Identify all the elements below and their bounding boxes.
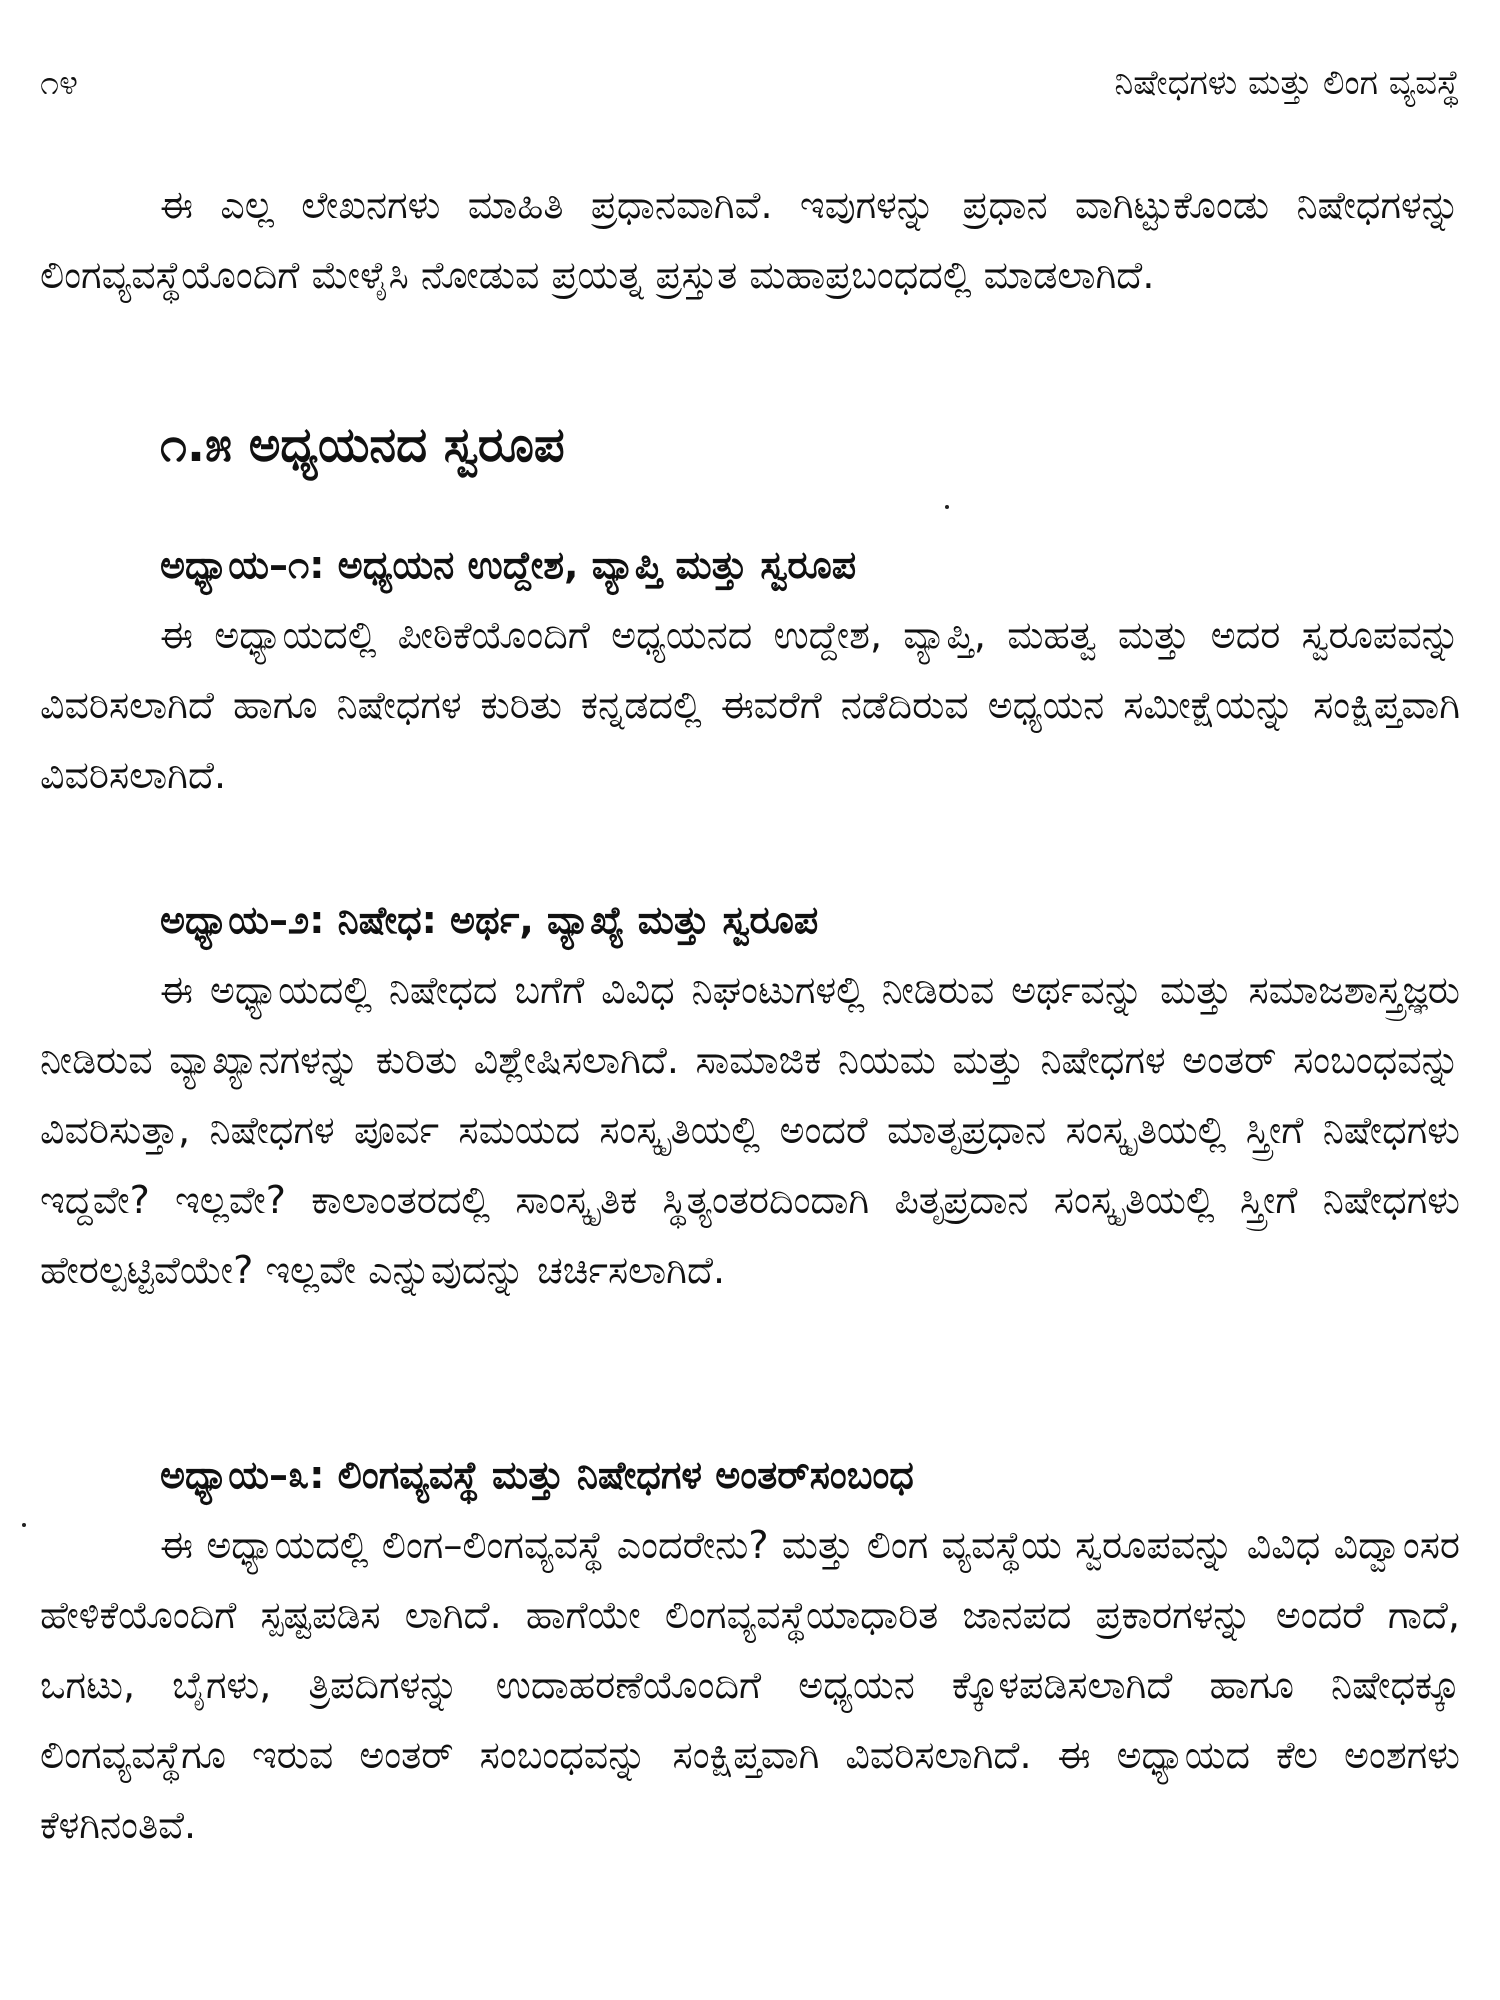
scan-speck — [22, 1523, 26, 1527]
scan-speck — [945, 505, 949, 509]
chapter-text-3: ಈ ಅಧ್ಯಾಯದಲ್ಲಿ ಲಿಂಗ–ಲಿಂಗವ್ಯವಸ್ಥೆ ಎಂದರೇನು? ಮತ್ತು ಲಿಂಗ ವ್ಯವಸ್ಥೆಯ ಸ್ವರೂಪವನ್ನು ವಿವಿಧ ವಿದ್ವಾಂಸರ ಹೇಳಿಕೆಯೊಂದಿಗೆ ಸ್ಪಷ್ಟಪಡಿಸ ಲಾಗಿದೆ. ಹಾಗೆಯೇ ಲಿಂಗವ್ಯವಸ್ಥೆಯಾಧಾರಿತ ಜಾನಪದ ಪ್ರಕಾರಗಳನ್ನು ಅಂದರೆ ಗಾದೆ, ಒಗಟು, ಬೈಗಳು, ತ್ರಿಪದಿಗಳನ್ನು ಉದಾಹರಣೆಯೊಂದಿಗೆ ಅಧ್ಯಯನ ಕ್ಕೊಳಪಡಿಸಲಾಗಿದೆ ಹಾಗೂ ನಿಷೇಧಕ್ಕೂ ಲಿಂಗವ್ಯವಸ್ಥೆಗೂ ಇರುವ ಅಂತರ್ ಸಂಬಂಧವನ್ನು ಸಂಕ್ಷಿಪ್ತವಾಗಿ ವಿವರಿಸಲಾಗಿದೆ. ಈ ಅಧ್ಯಾಯದ ಕೆಲ ಅಂಶಗಳು ಕೆಳಗಿನಂತಿವೆ. — [40, 1523, 1460, 1847]
running-header — [40, 58, 1460, 108]
intro-paragraph: ಈ ಎಲ್ಲ ಲೇಖನಗಳು ಮಾಹಿತಿ ಪ್ರಧಾನವಾಗಿವೆ. ಇವುಗಳನ್ನು ಪ್ರಧಾನ ವಾಗಿಟ್ಟುಕೊಂಡು ನಿಷೇಧಗಳನ್ನು ಲಿಂಗವ್ಯವಸ್ಥೆಯೊಂದಿಗೆ ಮೇಳೈಸಿ ನೋಡುವ ಪ್ರಯತ್ನ ಪ್ರಸ್ತುತ ಮಹಾಪ್ರಬಂಧದಲ್ಲಿ ಮಾಡಲಾಗಿದೆ. — [40, 183, 1460, 297]
chapter-section-1 — [0, 530, 1500, 810]
chapter-section-2 — [0, 885, 1500, 1305]
chapter-section-3 — [0, 1440, 1500, 1860]
chapter-heading-2: ಅಧ್ಯಾಯ–೨: ನಿಷೇಧ: ಅರ್ಥ, ವ್ಯಾಖ್ಯೆ ಮತ್ತು ಸ್ವರೂಪ — [160, 898, 819, 942]
chapter-heading-3: ಅಧ್ಯಾಯ–೩: ಲಿಂಗವ್ಯವಸ್ಥೆ ಮತ್ತು ನಿಷೇಧಗಳ ಅಂತರ್‌ಸಂಬಂಧ — [160, 1453, 914, 1497]
chapter-text-2: ಈ ಅಧ್ಯಾಯದಲ್ಲಿ ನಿಷೇಧದ ಬಗೆಗೆ ವಿವಿಧ ನಿಘಂಟುಗಳಲ್ಲಿ ನೀಡಿರುವ ಅರ್ಥವನ್ನು ಮತ್ತು ಸಮಾಜಶಾಸ್ತ್ರಜ್ಞರು ನೀಡಿರುವ ವ್ಯಾಖ್ಯಾನಗಳನ್ನು ಕುರಿತು ವಿಶ್ಲೇಷಿಸಲಾಗಿದೆ. ಸಾಮಾಜಿಕ ನಿಯಮ ಮತ್ತು ನಿಷೇಧಗಳ ಅಂತರ್ ಸಂಬಂಧವನ್ನು ವಿವರಿಸುತ್ತಾ, ನಿಷೇಧಗಳ ಪೂರ್ವ ಸಮಯದ ಸಂಸ್ಕೃತಿಯಲ್ಲಿ ಅಂದರೆ ಮಾತೃಪ್ರಧಾನ ಸಂಸ್ಕೃತಿಯಲ್ಲಿ ಸ್ತ್ರೀಗೆ ನಿಷೇಧಗಳು ಇದ್ದವೇ? ಇಲ್ಲವೇ? ಕಾಲಾಂತರದಲ್ಲಿ ಸಾಂಸ್ಕೃತಿಕ ಸ್ಥಿತ್ಯಂತರದಿಂದಾಗಿ ಪಿತೃಪ್ರದಾನ ಸಂಸ್ಕೃತಿಯಲ್ಲಿ ಸ್ತ್ರೀಗೆ ನಿಷೇಧಗಳು ಹೇರಲ್ಪಟ್ಟಿವೆಯೇ? ಇಲ್ಲವೇ ಎನ್ನುವುದನ್ನು ಚರ್ಚಿಸಲಾಗಿದೆ. — [40, 968, 1460, 1292]
running-title: ನಿಷೇಧಗಳು ಮತ್ತು ಲಿಂಗ ವ್ಯವಸ್ಥೆ — [1114, 63, 1460, 103]
chapter-heading-1: ಅಧ್ಯಾಯ–೧: ಅಧ್ಯಯನ ಉದ್ದೇಶ, ವ್ಯಾಪ್ತಿ ಮತ್ತು ಸ್ವರೂಪ — [160, 543, 857, 587]
section-heading: ೧.೫ ಅಧ್ಯಯನದ ಸ್ವರೂಪ — [160, 417, 565, 473]
page-number: ೧೪ — [40, 63, 79, 103]
chapter-text-1: ಈ ಅಧ್ಯಾಯದಲ್ಲಿ ಪೀಠಿಕೆಯೊಂದಿಗೆ ಅಧ್ಯಯನದ ಉದ್ದೇಶ, ವ್ಯಾಪ್ತಿ, ಮಹತ್ವ ಮತ್ತು ಅದರ ಸ್ವರೂಪವನ್ನು ವಿವರಿಸಲಾಗಿದೆ ಹಾಗೂ ನಿಷೇಧಗಳ ಕುರಿತು ಕನ್ನಡದಲ್ಲಿ ಈವರೆಗೆ ನಡೆದಿರುವ ಅಧ್ಯಯನ ಸಮೀಕ್ಷೆಯನ್ನು ಸಂಕ್ಷಿಪ್ತವಾಗಿ ವಿವರಿಸಲಾಗಿದೆ. — [40, 613, 1460, 797]
